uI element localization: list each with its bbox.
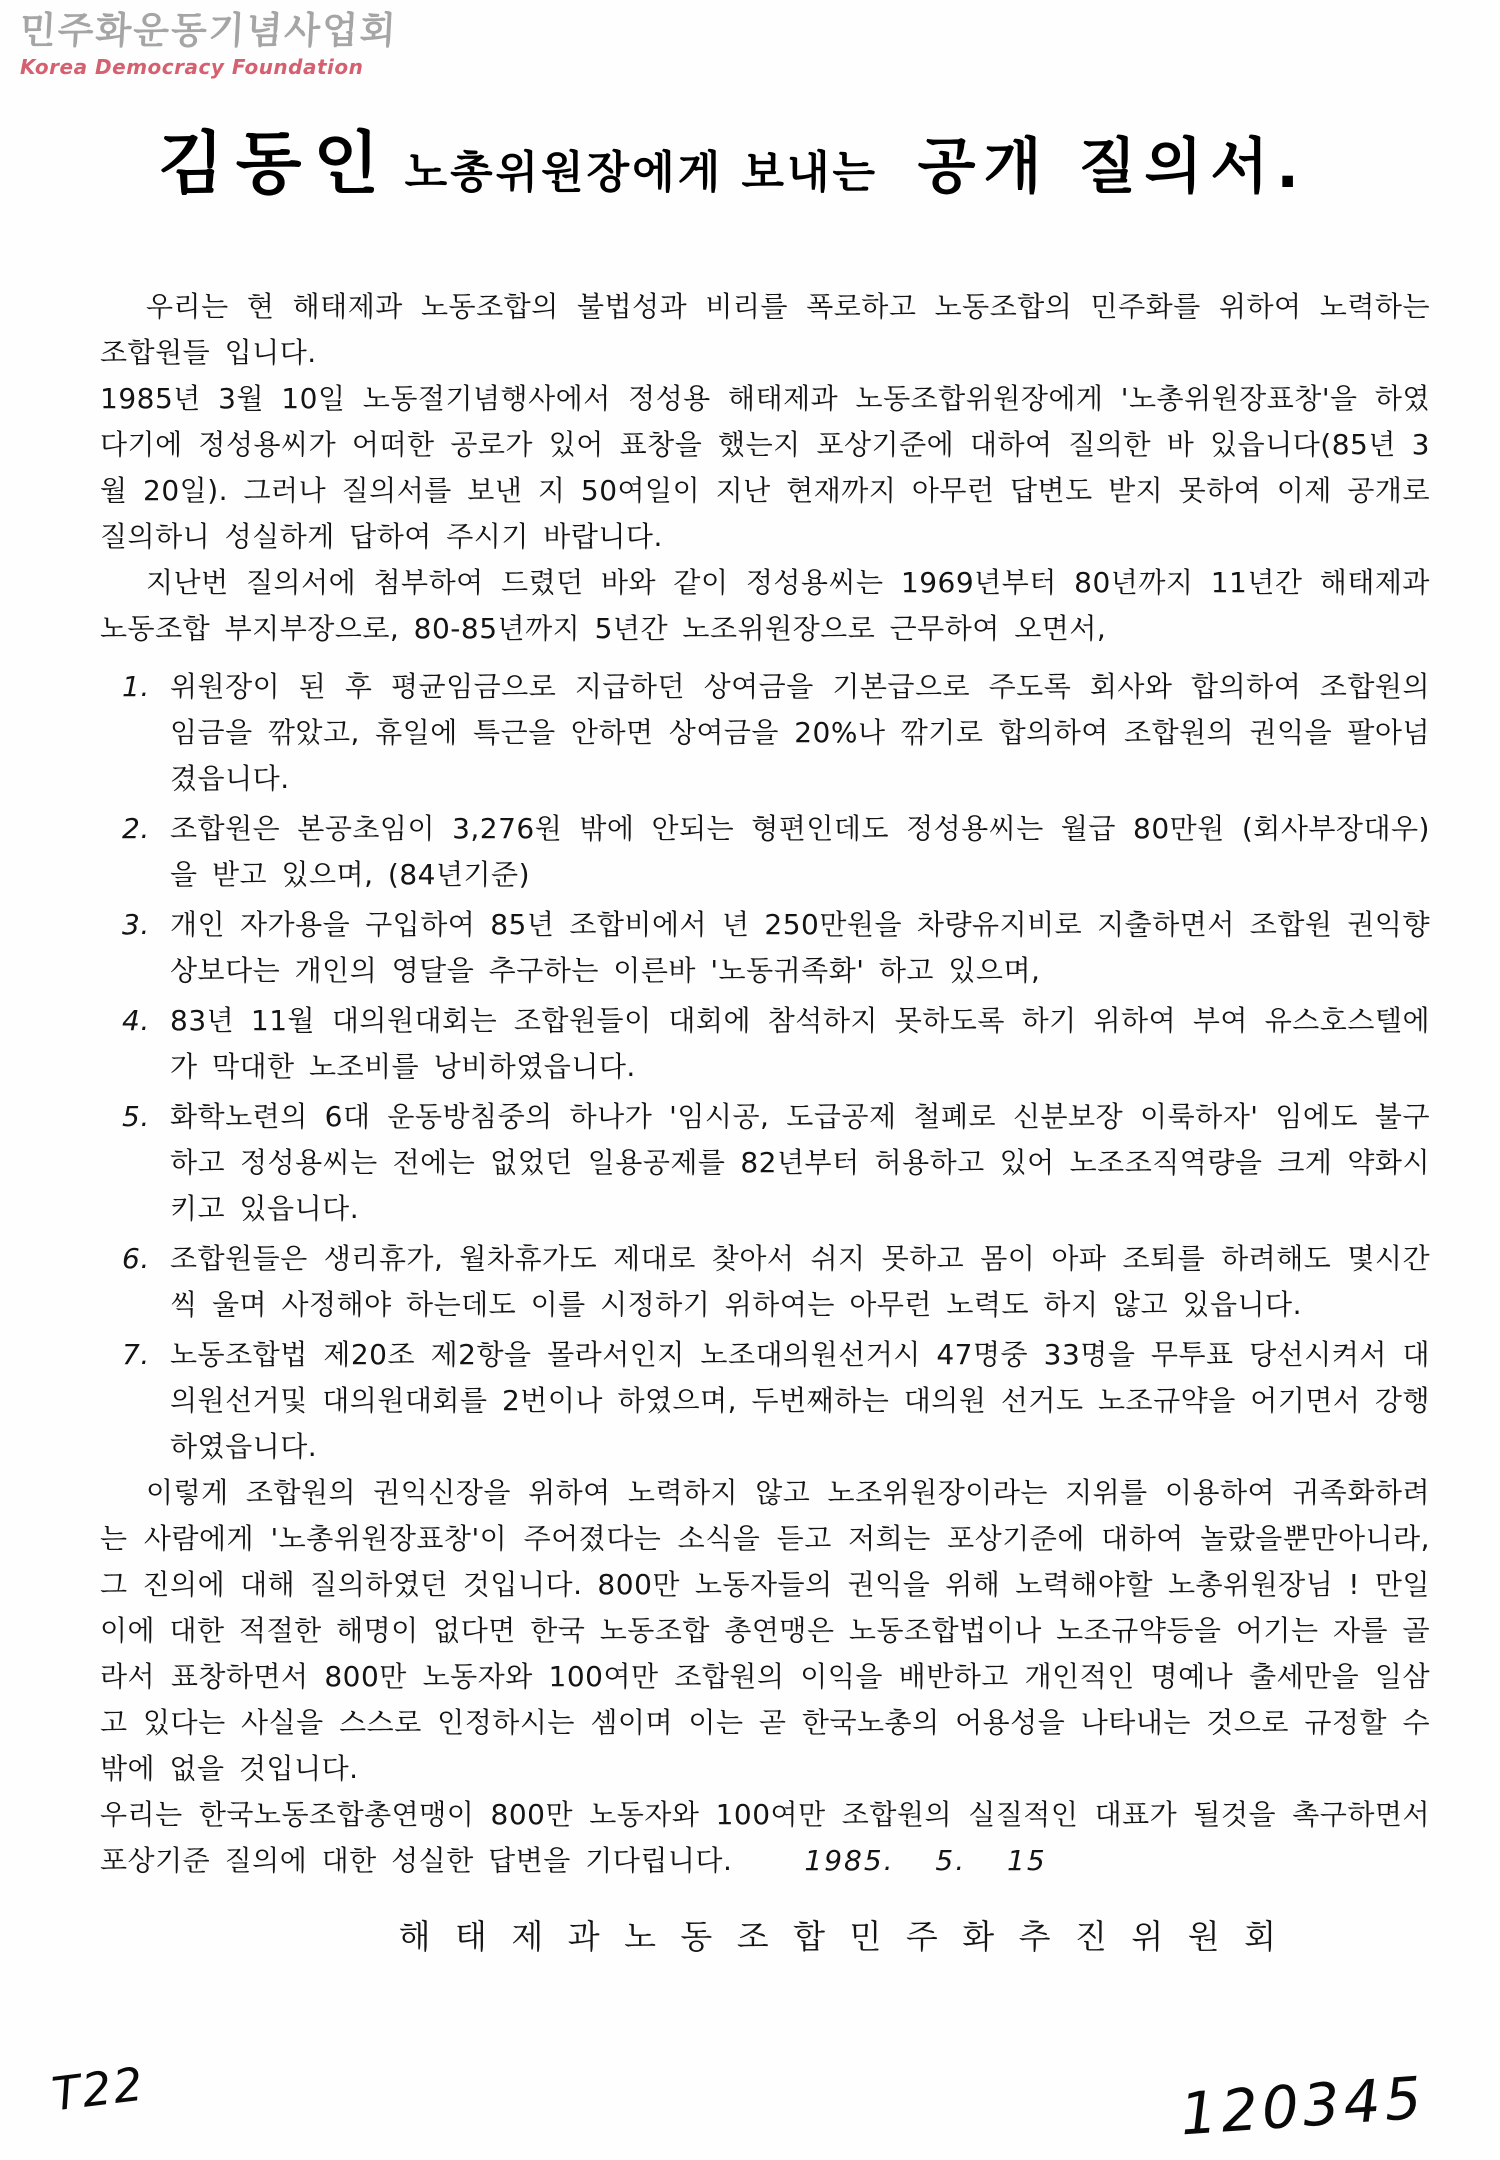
grievance-number: 4. — [122, 1004, 150, 1037]
grievance-number: 6. — [122, 1242, 150, 1275]
title-addressee-role: 노총위원장에게 보내는 — [404, 147, 879, 198]
document-date: 1985. 5. 15 — [804, 1844, 1047, 1877]
grievance-number: 5. — [122, 1100, 150, 1133]
grievance-number: 1. — [122, 670, 150, 703]
grievance-text: 노동조합법 제20조 제2항을 몰라서인지 노조대의원선거시 47명중 33명을 무투표 당선시켜서 대의원선거및 대의원대회를 2번이나 하였으며, 두번째하는 대의원 선거도 노조규약을 어기면서 강행하였읍니다. — [170, 1338, 1430, 1463]
grievance-item — [122, 1236, 1430, 1328]
grievance-number: 3. — [122, 908, 150, 941]
grievance-number: 7. — [122, 1338, 150, 1371]
intro-paragraph-2: 1985년 3월 10일 노동절기념행사에서 정성용 해태제과 노동조합위원장에게 '노총위원장표창'을 하였다기에 정성용씨가 어떠한 공로가 있어 표창을 했는지 포상기준에 대하여 질의한 바 있읍니다(85년 3월 20일). 그러나 질의서를 보낸 지 50여일이 지난 현재까지 아무런 답변도 받지 못하여 이제 공개로 질의하니 성실하게 답하여 주시기 바랍니다. — [100, 382, 1430, 553]
title-document-type: 공개 질의서. — [917, 132, 1308, 202]
document-body — [100, 284, 1430, 1960]
title-addressee-name: 김동인 — [158, 125, 392, 204]
closing-paragraph-1: 이렇게 조합원의 권익신장을 위하여 노력하지 않고 노조위원장이라는 지위를 이용하여 귀족화하려는 사람에게 '노총위원장표창'이 주어졌다는 소식을 듣고 저희는 포상기준에 대하여 놀랐을뿐만아니라, 그 진의에 대해 질의하였던 것입니다. 800만 노동자들의 권익을 위해 노력해야할 노총위원장님 ! 만일 이에 대한 적절한 해명이 없다면 한국 노동조합 총연맹은 노동조합법이나 노조규약등을 어기는 자를 골라서 표창하면서 800만 노동자와 100여만 조합원의 이익을 배반하고 개인적인 명예나 출세만을 일삼고 있다는 사실을 스스로 인정하시는 셈이며 이는 곧 한국노총의 어용성을 나타내는 것으로 규정할 수 밖에 없을 것입니다. — [100, 1476, 1430, 1785]
closing-paragraph-2 — [100, 1792, 1430, 1884]
kdf-logo-english-text: Korea Democracy Foundation — [20, 54, 364, 79]
grievance-number: 2. — [122, 812, 150, 845]
grievance-item — [122, 806, 1430, 898]
kdf-logo — [20, 10, 397, 79]
closing-paragraph-2-text: 우리는 한국노동조합총연맹이 800만 노동자와 100여만 조합원의 실질적인 대표가 될것을 촉구하면서 포상기준 질의에 대한 성실한 답변을 기다립니다. — [100, 1798, 1430, 1877]
grievance-text: 개인 자가용을 구입하여 85년 조합비에서 년 250만원을 차량유지비로 지출하면서 조합원 권익향상보다는 개인의 영달을 추구하는 이른바 '노동귀족화' 하고 있으며, — [170, 908, 1430, 987]
grievance-text: 조합원들은 생리휴가, 월차휴가도 제대로 찾아서 쉬지 못하고 몸이 아파 조퇴를 하려해도 몇시간씩 울며 사정해야 하는데도 이를 시정하기 위하여는 아무런 노력도 하지 않고 있읍니다. — [170, 1242, 1430, 1321]
grievance-item — [122, 1094, 1430, 1232]
grievance-text: 화학노련의 6대 운동방침중의 하나가 '임시공, 도급공제 철폐로 신분보장 이룩하자' 임에도 불구하고 정성용씨는 전에는 없었던 일용공제를 82년부터 허용하고 있어 노조조직역량을 크게 약화시키고 있읍니다. — [170, 1100, 1430, 1225]
grievance-text: 83년 11월 대의원대회는 조합원들이 대회에 참석하지 못하도록 하기 위하여 부여 유스호스텔에 가 막대한 노조비를 낭비하였읍니다. — [170, 1004, 1430, 1083]
grievance-item — [122, 1332, 1430, 1470]
intro-paragraph-3: 지난번 질의서에 첨부하여 드렸던 바와 같이 정성용씨는 1969년부터 80년까지 11년간 해태제과 노동조합 부지부장으로, 80-85년까지 5년간 노조위원장으로 근무하여 오면서, — [100, 566, 1430, 645]
document-title — [158, 110, 1307, 207]
grievance-text: 위원장이 된 후 평균임금으로 지급하던 상여금을 기본급으로 주도록 회사와 합의하여 조합원의 임금을 깎았고, 휴일에 특근을 안하면 상여금을 20%나 깎기로 합의하여 조합원의 권익을 팔아넘겼읍니다. — [170, 670, 1430, 795]
kdf-logo-korean-text: 민주화운동기념사업회 — [18, 9, 399, 52]
grievance-item — [122, 998, 1430, 1090]
handwritten-archive-code: T22 — [49, 2056, 148, 2122]
grievance-list — [122, 664, 1430, 1470]
signature-committee-name: 해 태 제 과 노 동 조 합 민 주 화 추 진 위 원 회 — [398, 1917, 1280, 1956]
grievance-item — [122, 902, 1430, 994]
handwritten-registry-number: 120345 — [1177, 2063, 1428, 2149]
grievance-text: 조합원은 본공초임이 3,276원 밖에 안되는 형편인데도 정성용씨는 월급 80만원 (회사부장대우)을 받고 있으며, (84년기준) — [170, 812, 1430, 891]
grievance-item — [122, 664, 1430, 802]
intro-paragraph-1: 우리는 현 해태제과 노동조합의 불법성과 비리를 폭로하고 노동조합의 민주화를 위하여 노력하는 조합원들 입니다. — [100, 290, 1430, 369]
